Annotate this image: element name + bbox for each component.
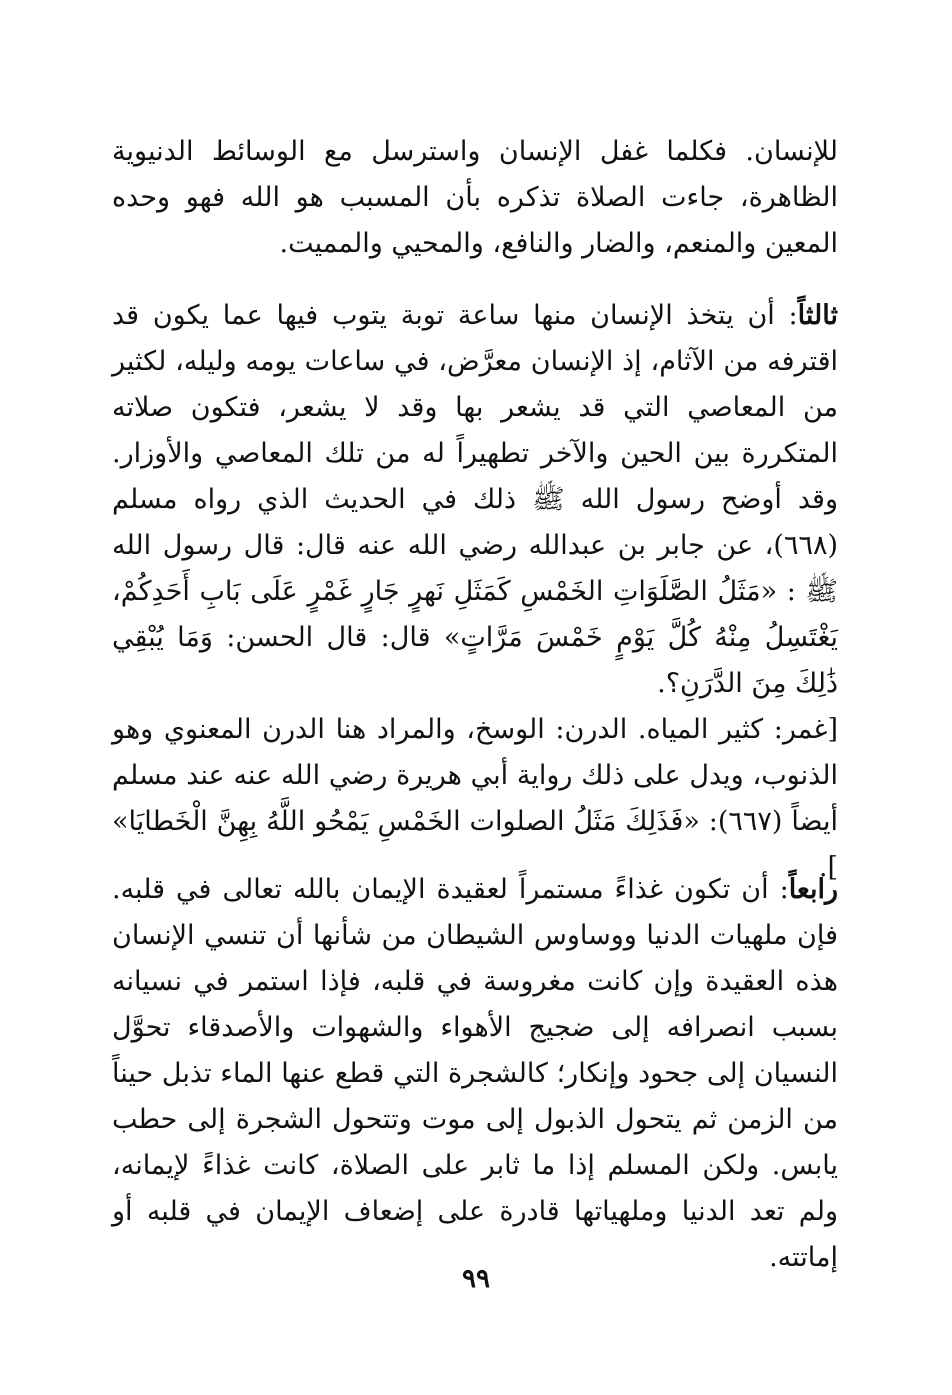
paragraph-glossary-note [112, 707, 838, 891]
paragraph-text: : أن تكون غذاءً مستمراً لعقيدة الإيمان بالله تعالى في قلبه. فإن ملهيات الدنيا ووساوس الشيطان من شأنها أن تنسي الإنسان هذه العقيدة وإن كانت مغروسة في قلبه، فإذا استمر في نسيانه بسبب انصرافه إلى ضجيج الأهواء والشهوات والأصدقاء تحوَّل النسيان إلى جحود وإنكار؛ كالشجرة التي قطع عنها الماء تذبل حيناً من الزمن ثم يتحول الذبول إلى موت وتتحول الشجرة إلى حطب يابس. ولكن المسلم إذا ما ثابر على الصلاة، كانت غذاءً لإيمانه، ولم تعد الدنيا وملهياتها قادرة على إضعاف الإيمان في قلبه أو إماتته. [112, 874, 838, 1273]
hadith-quote: «مَثَلُ الصَّلَوَاتِ الخَمْسِ كَمَثَلِ نَهرٍ جَارٍ غَمْرٍ عَلَى بَابِ أَحَدِكُمْ، يَغْتَسِلُ مِنْهُ كُلَّ يَوْمٍ خَمْسَ مَرَّاتٍ» [112, 576, 838, 653]
point-heading: رابعاً [788, 874, 838, 905]
paragraph-continuation [112, 129, 838, 267]
paragraph-text-tail: ]. [818, 852, 838, 883]
paragraph-text: للإنسان. فكلما غفل الإنسان واسترسل مع الوسائط الدنيوية الظاهرة، جاءت الصلاة تذكره بأن المسبب هو الله فهو وحده المعين والمنعم، والضار والنافع، والمحيي والمميت. [112, 136, 838, 259]
paragraph-fourth-point [112, 867, 838, 1281]
page-number: ٩٩ [462, 1264, 490, 1294]
paragraph-third-point [112, 293, 838, 707]
paragraph-text: [غمر: كثير المياه. الدرن: الوسخ، والمراد هنا الدرن المعنوي وهو الذنوب، ويدل على ذلك رواية أبي هريرة رضي الله عنه عند مسلم أيضاً (٦٦٧): [112, 714, 838, 837]
paragraph-text-tail: قال: قال الحسن: وَمَا يُبْقِي ذَٰلِكَ مِنَ الدَّرَنِ؟. [112, 622, 838, 699]
point-heading: ثالثاً [797, 300, 838, 331]
hadith-quote: «فَذَلِكَ مَثَلُ الصلوات الخَمْسِ يَمْحُو اللَّهُ بِهِنَّ الْخَطايَا» [112, 806, 700, 837]
paragraph-text: : أن يتخذ الإنسان منها ساعة توبة يتوب فيها عما يكون قد اقترفه من الآثام، إذ الإنسان معرَّض، في ساعات يومه وليله، لكثير من المعاصي التي قد يشعر بها وقد لا يشعر، فتكون صلاته المتكررة بين الحين والآخر تطهيراً له من تلك المعاصي والأوزار. وقد أوضح رسول الله ﷺ ذلك في الحديث الذي رواه مسلم (٦٦٨)، عن جابر بن عبدالله رضي الله عنه قال: قال رسول الله ﷺ : [112, 300, 838, 607]
